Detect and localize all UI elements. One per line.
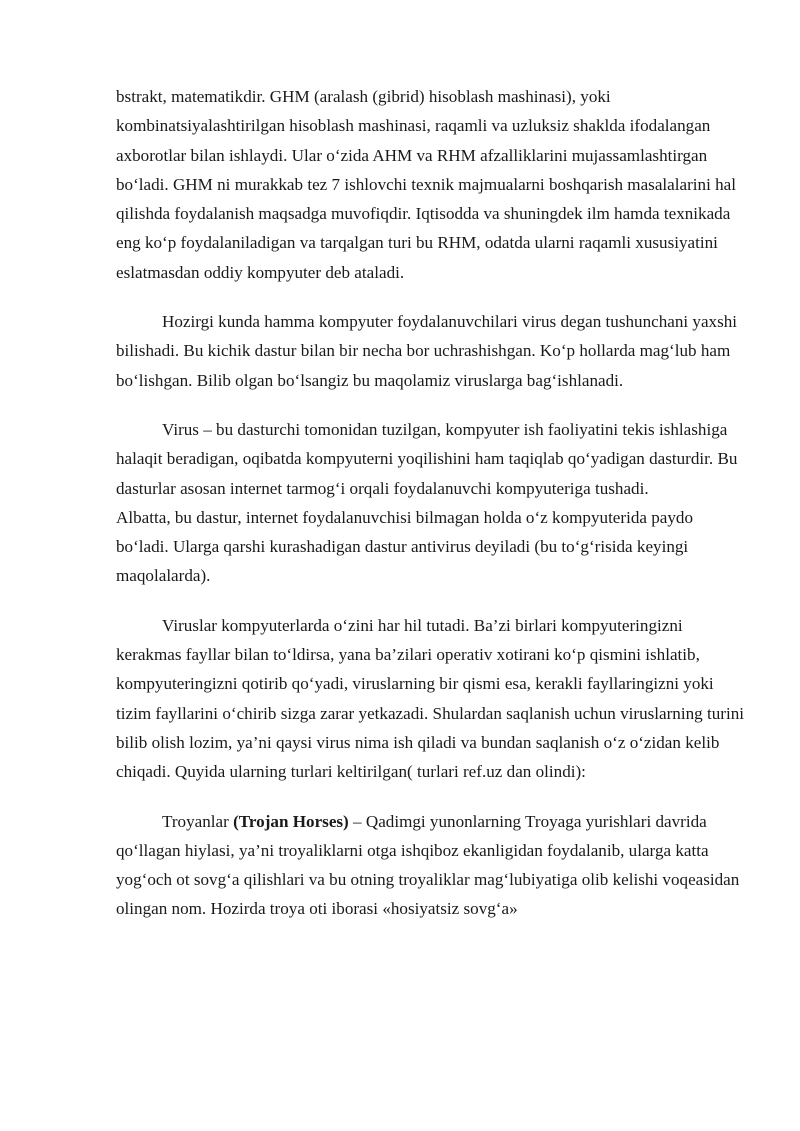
trojans-text: – Qadimgi yunonlarning Troyaga yurishlari davrida qo‘llagan hiylasi, ya’ni troyaliklarni otga ishqiboz ekanligidan foydalanib, ularga katta yog‘och ot sovg‘a qilishlari va bu otning troyaliklar mag‘lubiyatiga olib kelishi voqeasidan olingan nom. Hozirda troya oti iborasi «hosiyatsiz sovg‘a» <box>116 811 740 919</box>
trojans-term: (Trojan Horses) <box>233 811 349 831</box>
paragraph-trojans <box>116 807 744 924</box>
paragraph-virus-definition: Virus – bu dasturchi tomonidan tuzilgan, kompyuter ish faoliyatini tekis ishlashiga halaqit beradigan, oqibatda kompyuterni yoqilishini ham taqiqlab qo‘yadigan dasturdir. Bu dasturlar asosan internet tarmog‘i orqali foydalanuvchi kompyuteriga tushadi. <box>116 419 738 498</box>
trojans-prefix: Troyanlar <box>162 811 234 831</box>
paragraph-ghm: bstrakt, matematikdir. GHM (aralash (gibrid) hisoblash mashinasi), yoki kombinatsiyalashtirilgan hisoblash mashinasi, raqamli va uzluksiz shaklda ifodalangan axborotlar bilan ishlaydi. Ular o‘zida AHM va RHM afzalliklarini mujassamlashtirgan bo‘ladi. GHM ni murakkab tez 7 ishlovchi texnik majmualarni boshqarish masalalarini hal qilishda foydalanish maqsadga muvofiqdir. Iqtisodda va shuningdek ilm hamda texnikada eng ko‘p foydalaniladigan va tarqalgan turi bu RHM, odatda ularni raqamli xususiyatini eslatmasdan oddiy kompyuter deb ataladi. <box>116 87 736 282</box>
paragraph-antivirus: Albatta, bu dastur, internet foydalanuvchisi bilmagan holda o‘z kompyuterida paydo bo‘ladi. Ularga qarshi kurashadigan dastur antivirus deyiladi (bu to‘g‘risida keyingi maqolalarda). <box>116 507 694 586</box>
paragraph-virus-behavior: Viruslar kompyuterlarda o‘zini har hil tutadi. Ba’zi birlari kompyuteringizni kerakmas fayllar bilan to‘ldirsa, yana ba’zilari operativ xotirani ko‘p qismini ishlatib, kompyuteringizni qotirib qo‘yadi, viruslarning bir qismi esa, kerakli fayllaringizni yoki tizim fayllarini o‘chirib sizga zarar yetkazadi. Shulardan saqlanish uchun viruslarning turini bilib olish lozim, ya’ni qaysi virus nima ish qiladi va bundan saqlanish o‘z o‘zidan kelib chiqadi. Quyida ularning turlari keltirilgan( turlari ref.uz dan olindi): <box>116 615 744 782</box>
paragraph-virus-intro: Hozirgi kunda hamma kompyuter foydalanuvchilari virus degan tushunchani yaxshi bilishadi. Bu kichik dastur bilan bir necha bor uchrashishgan. Ko‘p hollarda mag‘lub ham bo‘lishgan. Bilib olgan bo‘lsangiz bu maqolamiz viruslarga bag‘ishlanadi. <box>116 312 738 390</box>
document-body <box>116 82 744 944</box>
